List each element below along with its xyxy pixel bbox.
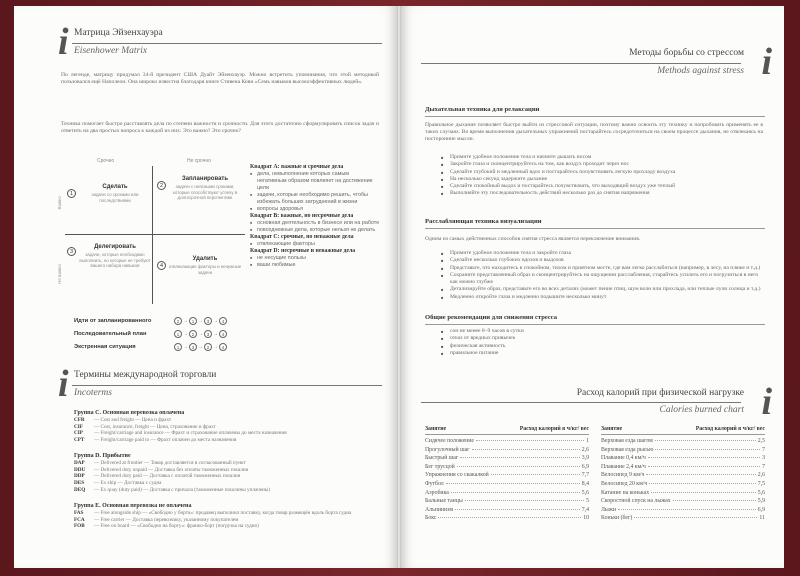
incoterm-row: CIP — Freight/carriage and insurance — Фрахт и страхование оплачены до места назначения — [74, 430, 287, 437]
calorie-value: 6,9 — [757, 506, 765, 513]
section-title-calories: Расход калорий при физической нагрузке — [576, 388, 744, 398]
activity-name: Верховая езда шагом — [601, 438, 653, 444]
calorie-value: 3 — [762, 455, 765, 462]
matrix-cell-delegate — [65, 238, 153, 304]
flow-step: 2 — [204, 343, 212, 351]
dot-leader — [673, 500, 756, 501]
dot-leader — [451, 492, 580, 493]
arrow-right-icon: → — [213, 317, 218, 324]
section-title-incoterms: Термины международной торговли — [74, 370, 217, 380]
section-divider — [425, 228, 765, 229]
activity-name: Прогулочный шаг — [425, 446, 470, 453]
dot-leader — [476, 440, 584, 441]
list-item: ■ Примите удобное положение тела и начните дышать носом — [441, 154, 766, 161]
section-divider — [425, 116, 765, 117]
breathing-list — [441, 154, 766, 198]
list-item: ■ задачи, которые необходимо решить, чтобы избежать больших затруднений в жизни — [250, 192, 380, 206]
calorie-value: 7,5 — [757, 480, 765, 487]
section-title-matrix: Матрица Эйзенхауэра — [74, 28, 163, 38]
table-row — [425, 515, 589, 524]
activity-name: Бег трусцой — [425, 463, 455, 470]
cell-desc: задачи, которые необходимо выполнить, но которые не требуют вашего набора навыков — [79, 252, 151, 269]
flow-step: 1 — [174, 330, 182, 338]
list-item: ■ физическая активность — [441, 343, 766, 350]
table-row — [601, 472, 765, 481]
flow-label: Идти от запланированного — [74, 317, 152, 324]
incoterms-group-e — [74, 503, 374, 530]
calorie-value: 2,5 — [757, 438, 765, 444]
table-row — [601, 438, 765, 447]
header-divider — [421, 402, 741, 403]
activity-name: Альпинизм — [425, 506, 454, 513]
calorie-value: 8,4 — [581, 480, 589, 487]
dot-leader — [648, 466, 760, 467]
eisenhower-matrix — [57, 158, 242, 308]
incoterm-row: DES — Ex ship — Доставка с судна — [74, 480, 162, 487]
list-item: ■ Закройте глаза и сконцентрируйтесь на том, как воздух проходит через нос — [441, 161, 766, 168]
flow-step: 2 — [174, 317, 182, 325]
group-head: Группа C. Основная перевозка оплачена — [74, 410, 185, 416]
list-item: ■ Сохраните представленный образ и сконцентрируйтесь на ощущении расслабления, старайтесь усилить его и погрузиться в него как можно глубже — [441, 272, 766, 287]
list-item: ■ вопросы здоровья — [250, 206, 380, 213]
flow-step: 4 — [219, 330, 227, 338]
dot-leader — [651, 492, 756, 493]
col-urgent: Срочно — [97, 158, 115, 164]
dot-leader — [648, 457, 760, 458]
incoterm-row: DDU — Delivered duty unpaid — Доставка без оплаты таможенных пошлин — [74, 466, 249, 473]
calorie-value: 5,6 — [581, 489, 589, 496]
dot-leader — [634, 517, 757, 518]
flow-step: 1 — [189, 317, 197, 325]
arrow-right-icon: → — [183, 317, 188, 324]
list-item: ■ Сделайте спокойный выдох и постарайтесь почувствовать, что выходящий воздух уже теплый — [441, 183, 766, 190]
info-i-icon: i — [761, 381, 772, 423]
arrow-right-icon: → — [198, 330, 203, 337]
calorie-value: 3,9 — [581, 455, 589, 462]
header-divider — [72, 385, 382, 386]
dot-leader — [455, 509, 580, 510]
activity-name: Велосипед 9 км/ч — [601, 472, 645, 479]
section-title-stress: Методы борьбы со стрессом — [629, 48, 744, 58]
quadrant-c-head: Квадрат C: срочные, но неважные дела — [250, 234, 354, 240]
activity-name: Упражнения со скакалкой — [425, 472, 489, 479]
col-calories: Расход калорий в ч/кг/ вес — [695, 426, 765, 432]
cell-title: Запланировать — [181, 176, 229, 182]
incoterms-group-c — [74, 410, 374, 444]
activity-name: Аэробика — [425, 489, 449, 496]
section-divider — [425, 324, 765, 325]
dot-leader — [446, 483, 580, 484]
activity-name: Плавание 0,4 км/ч — [601, 455, 646, 462]
calorie-value: 5,6 — [757, 489, 765, 496]
flow-step: 4 — [219, 343, 227, 351]
incoterm-row: DEQ — Ex quay (duty paid) — Доставка с причала (таможенные пошлины уплачены) — [74, 486, 270, 493]
activity-name: Лыжи — [601, 506, 616, 513]
list-item: ■ ваши любимые — [250, 262, 380, 269]
table-row — [425, 447, 589, 456]
flow-label: Последовательный план — [74, 330, 147, 337]
section-subtitle-incoterms: Incoterms — [74, 388, 112, 398]
info-i-icon: i — [761, 41, 772, 83]
list-item: ■ правильное питание — [441, 350, 766, 357]
cell-desc: отвлекающие факторы и ненужные задачи — [168, 264, 242, 275]
list-item: ■ отвлекающие факторы — [250, 241, 380, 248]
table-header — [601, 426, 765, 435]
list-item: ■ основная деятельность в бизнесе или на работе — [250, 220, 380, 227]
incoterm-row: DAP — Delivered at frontier — Товар доставляется в согласованный пункт — [74, 459, 246, 466]
recommendations-head: Общие рекомендации для снижения стресса — [425, 314, 558, 321]
quadrant-d-head: Квадрат D: несрочные и неважные дела — [250, 248, 356, 254]
col-calories: Расход калорий в ч/кг/ вес — [519, 426, 589, 432]
list-item: ■ Примите удобное положение тела и закройте глаза — [441, 250, 766, 257]
incoterms-group-d — [74, 453, 374, 494]
calorie-value: 7 — [762, 463, 765, 470]
dot-leader — [465, 500, 584, 501]
list-item: ■ повседневные дела, которые нельзя не делать — [250, 227, 380, 234]
activity-name: Бокс — [425, 515, 437, 522]
visualization-list — [441, 250, 766, 301]
table-row — [601, 464, 765, 473]
flow-label: Экстренная ситуация — [74, 343, 136, 350]
activity-name: Футбол — [425, 480, 444, 487]
flow-step: 1 — [174, 343, 182, 351]
cell-title: Сделать — [102, 184, 128, 190]
list-item: ■ На несколько секунд задержите дыхание — [441, 176, 766, 183]
section-subtitle-stress: Methods against stress — [657, 66, 744, 76]
matrix-cell-delete — [155, 238, 243, 304]
cell-number: 4 — [157, 261, 166, 270]
cell-title: Удалить — [192, 256, 218, 262]
left-page — [14, 6, 397, 568]
arrow-right-icon: → — [198, 343, 203, 350]
cell-desc: задачи с неясными сроками, которые способствуют успеху в долгосрочной перспективе — [172, 184, 238, 201]
flow-step: 2 — [189, 330, 197, 338]
breathing-para: Правильное дыхание позволяет быстро выйти из стрессовой ситуации, поэтому важно освоить эту технику и попробовать применять ее в таких случаях. Во время выполнения дыхательных упражнений постарайтесь сосредоточиться на своем процессе дыхания, не отвлекаясь на посторонние мысли. — [425, 122, 763, 143]
quadrant-a-head: Квадрат A: важные и срочные дела — [250, 164, 344, 170]
cell-title: Делегировать — [94, 244, 136, 250]
flow-row — [74, 314, 227, 327]
dot-leader — [646, 474, 755, 475]
dot-leader — [457, 466, 580, 467]
activity-name: Бальные танцы — [425, 498, 463, 505]
table-row — [601, 455, 765, 464]
table-row — [601, 481, 765, 490]
dot-leader — [655, 449, 760, 450]
arrow-right-icon: → — [213, 330, 218, 337]
arrow-right-icon: → — [183, 343, 188, 350]
flow-row — [74, 327, 227, 340]
dot-leader — [491, 474, 580, 475]
calories-table-right — [601, 426, 765, 524]
matrix-intro-2: Техника помогает быстро расставлять дела по степени важности и срочности. Для этого достаточно сформулировать список задач и ответить на два простых вопроса к каждой из них: Это важно? Это срочно? — [61, 121, 379, 135]
incoterm-row: DDP — Delivered duty paid — Доставка с оплатой таможенных пошлин — [74, 473, 241, 480]
calories-table-left — [425, 426, 589, 524]
col-not-urgent: Не срочно — [187, 158, 211, 164]
list-item: ■ Детализируйте образ, представьте его во всех деталях (может пение птиц, шум волн или прохлада, или теплые лучи солнца и т.д.) — [441, 286, 766, 293]
calorie-value: 11 — [759, 515, 765, 522]
row-not-important: Не важно — [57, 264, 62, 284]
col-activity: Занятие — [601, 426, 623, 432]
calorie-value: 2,6 — [581, 446, 589, 453]
table-row — [601, 447, 765, 456]
quadrant-b-head: Квадрат B: важные, но несрочные дела — [250, 213, 354, 219]
activity-name: Скоростной спуск на лыжах — [601, 498, 671, 505]
list-item: ■ не несущие пользы — [250, 255, 380, 262]
matrix-cell-plan — [155, 170, 243, 236]
dot-leader — [655, 440, 756, 441]
matrix-intro-1: По легенде, матрицу придумал 34-й президент США Дуайт Эйзенхауэр. Можно встретить упоминания, что этой методикой пользовался ещё Наполеон. Она широко известна благодаря книге Стивена Кови «Семь навыков высокоэффективных людей». — [61, 72, 379, 86]
calorie-value: 10 — [583, 515, 589, 522]
table-header — [425, 426, 589, 435]
activity-name: Коньки (бег) — [601, 515, 633, 522]
dot-leader — [618, 509, 756, 510]
table-row — [425, 481, 589, 490]
incoterm-row: CPT — Freight/carriage paid to — Фрахт оплачен до места назначения — [74, 437, 237, 444]
calorie-value: 7,4 — [581, 506, 589, 513]
arrow-right-icon: → — [213, 343, 218, 350]
section-subtitle-calories: Calories burned chart — [659, 405, 744, 415]
header-divider — [72, 43, 382, 44]
incoterm-row: FOB — Free on board — «Свободно на борту»: франко-борт (погрузка на судно) — [74, 523, 259, 530]
list-item: ■ Представьте, что находитесь в спокойном, тихом и приятном месте, где вам легко расслабиться (например, в лесу, на пляже и т.д.) — [441, 265, 766, 272]
calorie-value: 6,9 — [581, 463, 589, 470]
activity-name: Быстрый шаг — [425, 455, 459, 462]
activity-name: Велосипед 20 км/ч — [601, 480, 648, 487]
dot-leader — [649, 483, 755, 484]
table-row — [425, 472, 589, 481]
info-i-icon: i — [58, 363, 69, 405]
flow-step: 4 — [219, 317, 227, 325]
dot-leader — [438, 517, 581, 518]
recommendations-list — [441, 328, 766, 357]
activity-name: Катание на коньках — [601, 489, 650, 496]
group-head: Группа E. Основная перевозка не оплачена — [74, 503, 192, 509]
activity-name: Сидячее положение — [425, 438, 474, 444]
table-row — [601, 490, 765, 499]
table-row — [425, 438, 589, 447]
calorie-value: 2,6 — [757, 472, 765, 479]
table-row — [425, 498, 589, 507]
row-important: Важно — [57, 196, 62, 210]
priority-flows — [74, 314, 227, 353]
flow-step: 3 — [189, 343, 197, 351]
incoterm-row: CFR — Cost and freight — Цена и фрахт — [74, 416, 172, 423]
calorie-value: 5 — [586, 498, 589, 505]
group-head: Группа D. Прибытие — [74, 453, 131, 459]
matrix-cell-do — [65, 170, 153, 236]
section-subtitle-matrix: Eisenhower Matrix — [74, 46, 148, 56]
col-activity: Занятие — [425, 426, 447, 432]
list-item: ■ отказ от вредных привычек — [441, 335, 766, 342]
cell-number: 1 — [67, 189, 76, 198]
calorie-value: 1 — [586, 438, 589, 444]
calorie-value: 7,7 — [581, 472, 589, 479]
table-row — [601, 498, 765, 507]
calorie-value: 5,9 — [757, 498, 765, 505]
cell-desc: задачи со сроками или последствиями — [91, 192, 139, 203]
activity-name: Плавание 2,4 км/ч — [601, 463, 646, 470]
incoterm-row: FCA — Free carrier — Доставка перевозчику, указанному покупателем — [74, 516, 239, 523]
list-item: ■ сон не менее 8–9 часов в сутки — [441, 328, 766, 335]
flow-step: 3 — [204, 317, 212, 325]
table-row — [601, 515, 765, 524]
info-i-icon: i — [58, 21, 69, 63]
table-row — [425, 507, 589, 516]
activity-name: Верховая езда рысью — [601, 446, 654, 453]
incoterm-row: FAS — Free alongside ship — «Свободно у борта»: продавец выполнил поставку, когда товар размещён вдоль борта судна — [74, 509, 352, 516]
calorie-value: 7 — [762, 446, 765, 453]
quadrant-descriptions — [250, 164, 380, 269]
right-page — [401, 6, 784, 568]
visualization-head: Расслабляющая техника визуализации — [425, 218, 542, 225]
incoterm-row: CIF — Cost, insurance, freight — Цена, страхование и фрахт — [74, 423, 216, 430]
list-item: ■ Сделайте глубокий и медленный вдох и постарайтесь почувствовать легкую прохладу воздуха — [441, 169, 766, 176]
cell-number: 2 — [157, 181, 166, 190]
flow-step: 3 — [204, 330, 212, 338]
table-row — [425, 455, 589, 464]
list-item: ■ Сделайте несколько глубоких вдохов и выдохов — [441, 257, 766, 264]
list-item: ■ Медленно откройте глаза и медленно подышите несколько минут — [441, 294, 766, 301]
flow-row — [74, 340, 227, 353]
visualization-para: Одним из самых действенных способов снятия стресса является переключение внимания. — [425, 236, 641, 242]
cell-number: 3 — [67, 247, 76, 256]
arrow-right-icon: → — [198, 317, 203, 324]
list-item: ■ Выполняйте эту последовательность действий несколько раз до снятия напряжения — [441, 190, 766, 197]
breathing-head: Дыхательная техника для релаксации — [425, 106, 540, 113]
dot-leader — [472, 449, 580, 450]
dot-leader — [460, 457, 580, 458]
table-row — [425, 490, 589, 499]
arrow-right-icon: → — [183, 330, 188, 337]
list-item: ■ дела, невыполнение которых самым негативным образом повлияет на достижение цели — [250, 171, 380, 192]
header-divider — [421, 63, 741, 64]
